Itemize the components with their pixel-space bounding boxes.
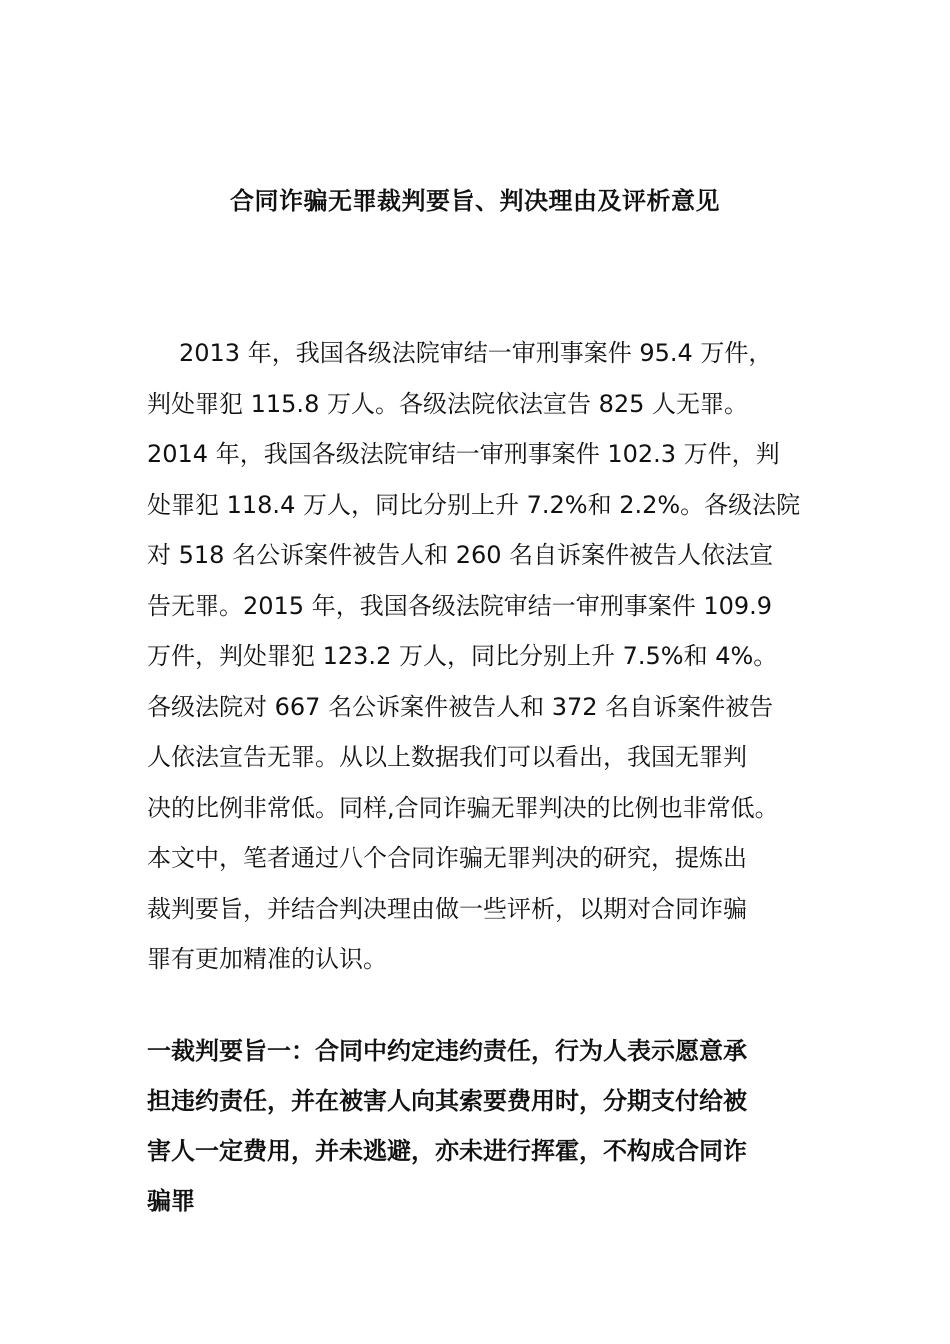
heading-line: 害人一定费用，并未逃避，亦未进行挥霍，不构成合同诈 bbox=[147, 1137, 747, 1165]
paragraph-line: 告无罪。2015 年，我国各级法院审结一审刑事案件 109.9 bbox=[147, 591, 773, 620]
paragraph-line: 处罪犯 118.4 万人，同比分别上升 7.2%和 2.2%。各级法院 bbox=[147, 490, 801, 519]
heading-line: 一裁判要旨一：合同中约定违约责任，行为人表示愿意承 bbox=[147, 1037, 747, 1065]
paragraph-line: 罪有更加精准的认识。 bbox=[147, 945, 387, 973]
paragraph-line: 人依法宣告无罪。从以上数据我们可以看出，我国无罪判 bbox=[147, 743, 747, 771]
paragraph-line: 万件，判处罪犯 123.2 万人，同比分别上升 7.5%和 4%。 bbox=[147, 642, 778, 670]
paragraph-line: 2014 年，我国各级法院审结一审刑事案件 102.3 万件，判 bbox=[147, 440, 780, 468]
intro-paragraph bbox=[147, 328, 817, 985]
paragraph-line: 对 518 名公诉案件被告人和 260 名自诉案件被告人依法宣 bbox=[147, 541, 774, 569]
paragraph-line: 各级法院对 667 名公诉案件被告人和 372 名自诉案件被告 bbox=[147, 692, 774, 721]
document-title: 合同诈骗无罪裁判要旨、判决理由及评析意见 bbox=[230, 187, 720, 215]
paragraph-line: 裁判要旨，并结合判决理由做一些评析，以期对合同诈骗 bbox=[147, 894, 747, 923]
paragraph-line: 本文中，笔者通过八个合同诈骗无罪判决的研究，提炼出 bbox=[147, 844, 747, 872]
heading-line: 担违约责任，并在被害人向其索要费用时，分期支付给被 bbox=[147, 1087, 747, 1115]
paragraph-line: 判处罪犯 115.8 万人。各级法院依法宣告 825 人无罪。 bbox=[147, 389, 749, 418]
paragraph-line: 决的比例非常低。同样,合同诈骗无罪判决的比例也非常低。 bbox=[147, 793, 779, 822]
section-heading bbox=[147, 1026, 817, 1226]
heading-line: 骗罪 bbox=[147, 1187, 195, 1215]
paragraph-line: 2013 年，我国各级法院审结一审刑事案件 95.4 万件， bbox=[179, 339, 773, 367]
